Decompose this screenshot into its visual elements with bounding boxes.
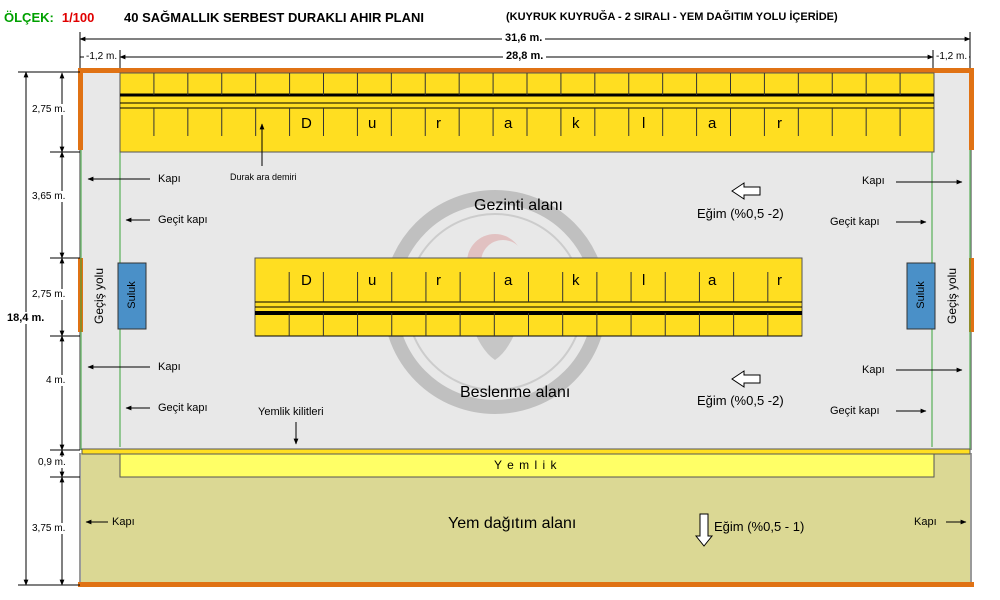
- door-label-right-1: Kapı: [862, 175, 885, 187]
- mid-stall-letter: a: [504, 272, 513, 289]
- dim-total-width: 31,6 m.: [502, 32, 545, 44]
- dim-row-3: 2,75 m.: [32, 289, 66, 300]
- top-wall: [78, 68, 974, 73]
- bottom-wall: [78, 582, 974, 587]
- top-stall-letter: k: [572, 115, 580, 132]
- dim-row-5: 0,9 m.: [38, 457, 66, 468]
- dim-inner-width: 28,8 m.: [503, 50, 546, 62]
- top-stall-letter: a: [504, 115, 513, 132]
- feed-distribution-label: Yem dağıtım alanı: [448, 515, 577, 532]
- dim-row-lines: [18, 72, 80, 585]
- dim-total-height: 18,4 m.: [4, 312, 47, 324]
- manger-locks-label: Yemlik kilitleri: [258, 406, 324, 418]
- feed-slope-label: Eğim (%0,5 - 1): [714, 519, 805, 534]
- top-stall-letter: D: [301, 115, 312, 132]
- door-label-right-3: Kapı: [914, 516, 937, 528]
- top-stall-letter: l: [642, 115, 646, 132]
- mid-stall-letter: u: [368, 272, 377, 289]
- plan-title: 40 SAĞMALLIK SERBEST DURAKLI AHIR PLANI: [124, 10, 424, 25]
- scale-value: 1/100: [61, 10, 95, 25]
- passage-way-right: Geçiş yolu: [945, 267, 959, 325]
- passage-door-left-2: Geçit kapı: [158, 402, 208, 414]
- water-trough-right-label: Suluk: [915, 281, 927, 309]
- dim-right-side: -1,2 m.: [936, 51, 968, 62]
- dim-row-2: 3,65 m.: [32, 191, 66, 202]
- passage-way-left: Geçiş yolu: [92, 267, 106, 325]
- mid-stall-letter: a: [708, 272, 717, 289]
- mid-stall-letter: r: [777, 272, 782, 289]
- manger-lock-bar: [82, 449, 970, 454]
- door-label-left-3: Kapı: [112, 516, 135, 528]
- top-stall-letter: r: [436, 115, 441, 132]
- feeding-slope-label: Eğim (%0,5 -2): [697, 393, 784, 408]
- walking-slope-label: Eğim (%0,5 -2): [697, 206, 784, 221]
- mid-stall-letter: r: [436, 272, 441, 289]
- walking-area-label: Gezinti alanı: [474, 197, 563, 214]
- dim-left-side-value: 1,2 m.: [89, 51, 118, 62]
- top-stall-row: [120, 73, 934, 152]
- dim-right-side-value: 1,2 m.: [939, 51, 968, 62]
- passage-door-left-1: Geçit kapı: [158, 214, 208, 226]
- passage-door-right-1: Geçit kapı: [830, 216, 880, 228]
- dim-row-6: 3,75 m.: [32, 523, 66, 534]
- top-stall-letter: r: [777, 115, 782, 132]
- plan-subtitle: (KUYRUK KUYRUĞA - 2 SIRALI - YEM DAĞITIM YOLU İÇERİDE): [506, 11, 838, 23]
- door-label-left-1: Kapı: [158, 173, 181, 185]
- top-stall-letter: u: [368, 115, 377, 132]
- middle-stall-row: [255, 258, 802, 336]
- scale-label-text: ÖLÇEK:: [4, 10, 54, 25]
- manger-label: Y e m l i k: [494, 458, 558, 472]
- left-wall-top: [78, 68, 83, 150]
- mid-stall-letter: k: [572, 272, 580, 289]
- stall-divider-label: Durak ara demiri: [230, 172, 297, 182]
- dim-row-4: 4 m.: [46, 375, 66, 386]
- mid-stall-letter: l: [642, 272, 646, 289]
- door-label-right-2: Kapı: [862, 364, 885, 376]
- passage-door-right-2: Geçit kapı: [830, 405, 880, 417]
- dim-row-1: 2,75 m.: [32, 104, 66, 115]
- right-wall-top: [969, 68, 974, 150]
- mid-stall-letter: D: [301, 272, 312, 289]
- top-stall-letter: a: [708, 115, 717, 132]
- door-label-left-2: Kapı: [158, 361, 181, 373]
- water-trough-left-label: Suluk: [126, 281, 138, 309]
- feeding-area-label: Beslenme alanı: [460, 384, 571, 401]
- dim-left-side: -1,2 m.: [86, 51, 118, 62]
